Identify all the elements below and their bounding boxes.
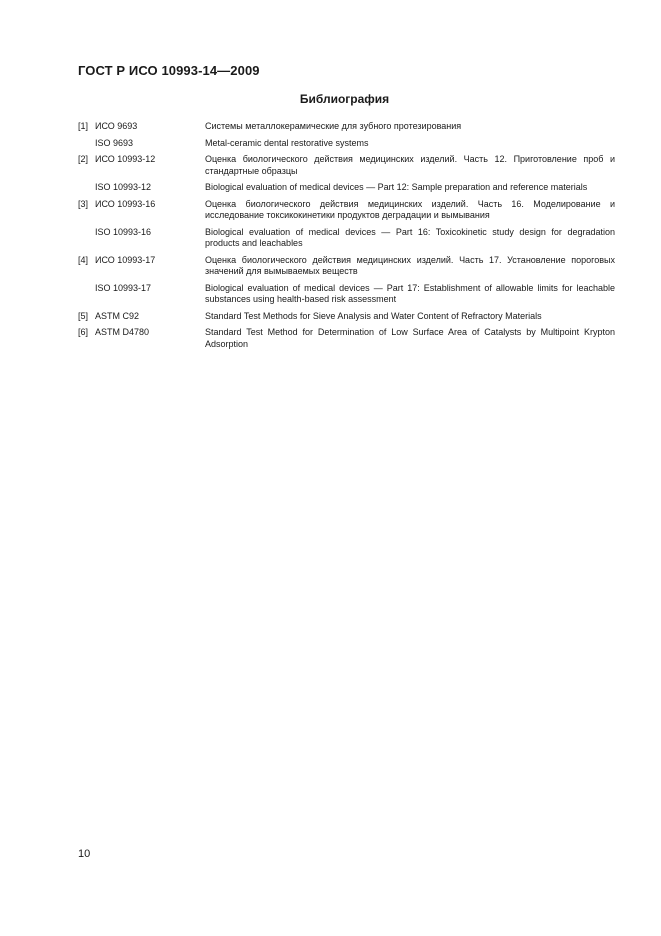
- bibliography-entry: [78, 255, 615, 278]
- entry-title: Оценка биологического действия медицинских изделий. Часть 12. Приготовление проб и стандартные образцы: [205, 154, 615, 176]
- entry-title: Standard Test Methods for Sieve Analysis and Water Content of Refractory Materials: [205, 310, 542, 321]
- entry-number: [78, 182, 95, 193]
- entry-number: [4]: [78, 254, 89, 265]
- entry-title: Biological evaluation of medical devices — Part 17: Establishment of allowable limits for leachable substances using health-based risk assessment: [205, 282, 615, 305]
- bibliography-entry: [78, 182, 615, 193]
- section-title: Библиография: [299, 92, 390, 106]
- bibliography-entry: [78, 283, 615, 306]
- entry-reference: ISO 10993-17: [95, 282, 152, 293]
- entry-number: [3]: [78, 198, 89, 209]
- entry-reference: ИСО 10993-12: [95, 154, 156, 165]
- entry-reference: ASTM D4780: [95, 327, 150, 338]
- bibliography-entry: [78, 121, 615, 132]
- entry-reference: ИСО 9693: [95, 121, 138, 131]
- entry-number: [78, 138, 95, 149]
- entry-number: [1]: [78, 121, 89, 131]
- entry-title: Metal-ceramic dental restorative systems: [205, 137, 369, 148]
- page-number: 10: [78, 848, 91, 860]
- bibliography-entry: [78, 138, 615, 149]
- entry-number: [2]: [78, 154, 89, 165]
- bibliography-entry: [78, 154, 615, 177]
- entry-number: [6]: [78, 327, 89, 338]
- bibliography-list: [78, 121, 615, 355]
- entry-number: [78, 227, 95, 250]
- entry-reference: ИСО 10993-17: [95, 254, 156, 265]
- bibliography-entry: [78, 227, 615, 250]
- standard-header: ГОСТ Р ИСО 10993-14—2009: [78, 63, 260, 78]
- entry-reference: ISO 10993-12: [95, 182, 152, 193]
- bibliography-entry: [78, 311, 615, 322]
- bibliography-entry: [78, 327, 615, 350]
- entry-title: Biological evaluation of medical devices — Part 12: Sample preparation and reference materials: [205, 182, 588, 193]
- entry-reference: ASTM C92: [95, 310, 140, 321]
- entry-title: Biological evaluation of medical devices — Part 16: Toxicokinetic study design for degradation products and leachables: [205, 226, 615, 249]
- entry-number: [78, 283, 95, 306]
- entry-reference: ИСО 10993-16: [95, 198, 156, 209]
- entry-reference: ISO 10993-16: [95, 226, 152, 237]
- entry-title: Оценка биологического действия медицинских изделий. Часть 17. Установление пороговых значений для вымываемых веществ: [205, 254, 615, 277]
- entry-reference: ISO 9693: [95, 137, 134, 148]
- entry-title: Системы металлокерамические для зубного протезирования: [205, 121, 462, 131]
- entry-title: Standard Test Method for Determination of Low Surface Area of Catalysts by Multipoint Krypton Adsorption: [205, 327, 615, 349]
- entry-title: Оценка биологического действия медицинских изделий. Часть 16. Моделирование и исследование токсикокинетики продуктов деградации и вымывания: [205, 198, 615, 221]
- entry-number: [5]: [78, 310, 89, 321]
- bibliography-entry: [78, 199, 615, 222]
